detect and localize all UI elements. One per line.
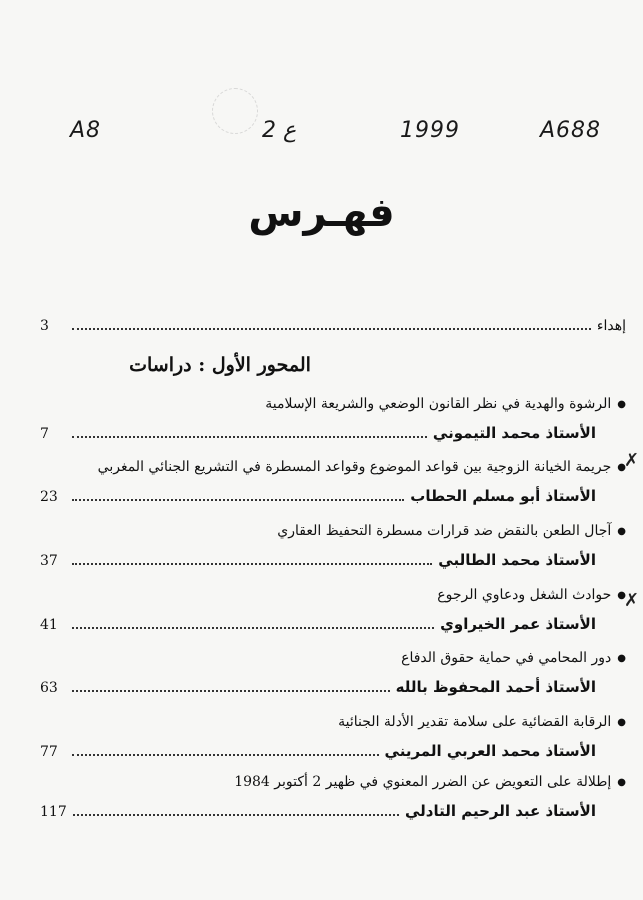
toc-entry — [40, 523, 626, 569]
section-heading: المحور الأول : دراسات — [129, 354, 311, 376]
topic-text: آجال الطعن بالنقض ضد قرارات مسطرة التحفيظ العقاري — [277, 523, 612, 539]
faded-stamp — [212, 88, 258, 134]
handwritten-volume: ع 2 — [262, 118, 297, 143]
page-number: 23 — [40, 489, 58, 505]
page-number: 117 — [40, 804, 67, 820]
topic-text: الرشوة والهدية في نظر القانون الوضعي والشريعة الإسلامية — [265, 396, 612, 412]
bullet-icon: ● — [617, 589, 626, 601]
bullet-icon: ● — [617, 398, 626, 410]
dot-leader — [72, 327, 591, 330]
toc-author-line — [40, 551, 626, 569]
toc-topic — [40, 650, 626, 666]
toc-topic — [40, 587, 626, 603]
dot-leader — [72, 562, 432, 565]
toc-author-line — [40, 487, 626, 505]
toc-author-line — [40, 615, 626, 633]
author-name: الأستاذ محمد العربي المريني — [384, 742, 596, 760]
handwritten-check-mark: ✗ — [624, 590, 640, 611]
page-number: 7 — [40, 426, 49, 442]
toc-topic — [40, 523, 626, 539]
bullet-icon: ● — [617, 652, 626, 664]
dedication-row — [40, 310, 626, 334]
author-name: الأستاذ أحمد المحفوظ بالله — [395, 678, 596, 696]
toc-topic — [40, 714, 626, 730]
toc-topic — [40, 459, 626, 475]
dedication-label: إهداء — [596, 318, 626, 334]
page-number: 63 — [40, 680, 58, 696]
author-name: الأستاذ محمد التيموني — [432, 424, 596, 442]
page-number: 41 — [40, 617, 58, 633]
dot-leader — [72, 498, 404, 501]
dot-leader — [72, 626, 434, 629]
toc-author-line — [40, 802, 626, 820]
bullet-icon: ● — [617, 461, 626, 473]
handwritten-left-number: A8 — [70, 118, 102, 143]
toc-entry — [40, 459, 626, 505]
toc-author-line — [40, 678, 626, 696]
bullet-icon: ● — [617, 525, 626, 537]
handwritten-check-mark: ✗ — [624, 450, 640, 471]
author-name: الأستاذ محمد الطالبي — [438, 551, 596, 569]
toc-entry — [40, 714, 626, 760]
author-name: الأستاذ عبد الرحيم التادلي — [404, 802, 596, 820]
dedication-page: 3 — [40, 318, 49, 334]
author-name: الأستاذ عمر الخيراوي — [440, 615, 596, 633]
handwritten-year: 1999 — [400, 118, 460, 143]
dot-leader — [72, 689, 390, 692]
toc-entry — [40, 650, 626, 696]
dot-leader — [72, 435, 427, 438]
bullet-icon: ● — [617, 716, 626, 728]
dot-leader — [73, 813, 399, 816]
topic-text: دور المحامي في حماية حقوق الدفاع — [401, 650, 612, 666]
toc-entry — [40, 587, 626, 633]
topic-text: حوادث الشغل ودعاوي الرجوع — [437, 587, 612, 603]
page-title: فهـرس — [248, 190, 395, 236]
toc-topic — [40, 774, 626, 790]
topic-text: إطلالة على التعويض عن الضرر المعنوي في ظهير 2 أكتوبر 1984 — [234, 774, 612, 790]
toc-entry — [40, 396, 626, 442]
toc-author-line — [40, 424, 626, 442]
handwritten-code: A688 — [540, 118, 602, 143]
toc-entry — [40, 774, 626, 820]
topic-text: الرقابة القضائية على سلامة تقدير الأدلة الجنائية — [338, 714, 612, 730]
bullet-icon: ● — [617, 776, 626, 788]
page-number: 37 — [40, 553, 58, 569]
dot-leader — [72, 753, 379, 756]
topic-text: جريمة الخيانة الزوجية بين قواعد الموضوع وقواعد المسطرة في التشريع الجنائي المغربي — [97, 459, 612, 475]
page-number: 77 — [40, 744, 58, 760]
toc-topic — [40, 396, 626, 412]
toc-author-line — [40, 742, 626, 760]
author-name: الأستاذ أبو مسلم الحطاب — [410, 487, 596, 505]
